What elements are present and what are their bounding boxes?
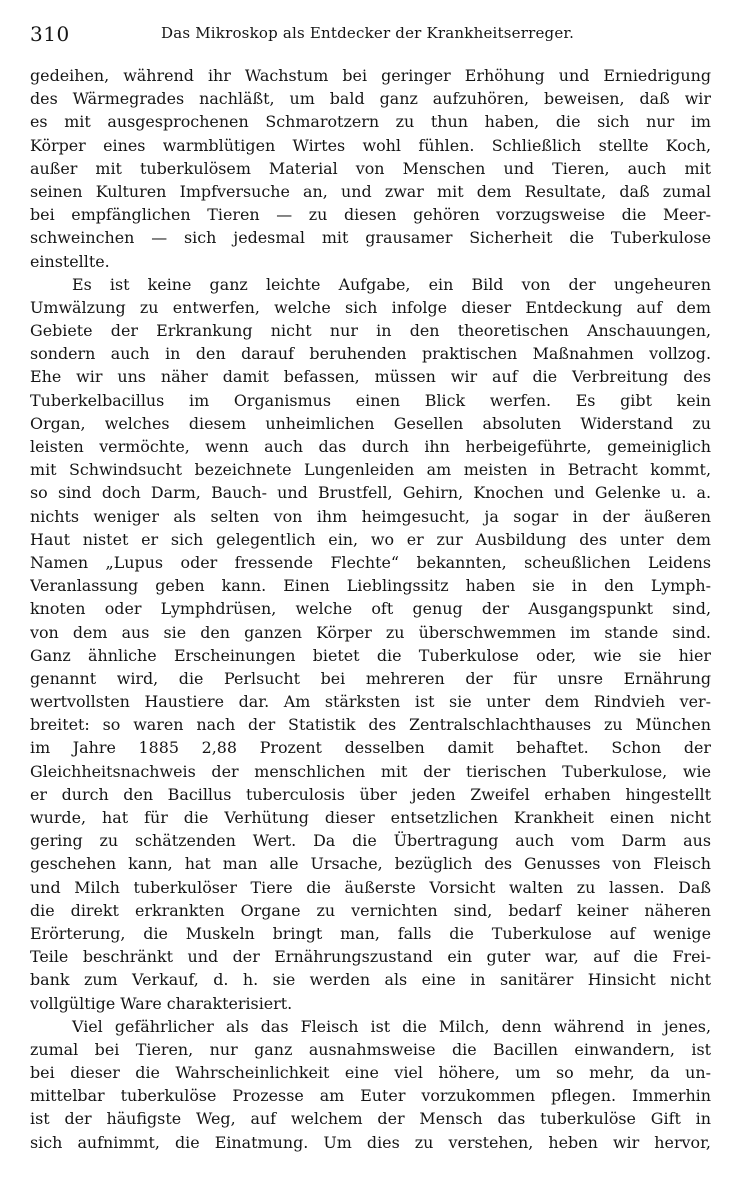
text-line: die direkt erkrankten Organe zu vernichten sind, bedarf keiner näheren bbox=[30, 900, 711, 920]
text-line: Gleichheitsnachweis der menschlichen mit der tierischen Tuberkulose, wie bbox=[30, 761, 711, 781]
text-line: breitet: so waren nach der Statistik des Zentralschlachthauses zu München bbox=[30, 715, 711, 735]
text-line: mittelbar tuberkulöse Prozesse am Euter vorzukommen pflegen. Immerhin bbox=[30, 1086, 711, 1106]
text-line: Tuberkelbacillus im Organismus einen Blick werfen. Es gibt kein bbox=[30, 390, 711, 410]
text-line: Körper eines warmblütigen Wirtes wohl fühlen. Schließlich stellte Koch, bbox=[30, 135, 711, 155]
text-line: bank zum Verkauf, d. h. sie werden als eine in sanitärer Hinsicht nicht bbox=[30, 970, 711, 990]
page-number: 310 bbox=[30, 22, 70, 46]
body-text bbox=[30, 64, 711, 1154]
text-line: Organ, welches diesem unheimlichen Gesellen absoluten Widerstand zu bbox=[30, 413, 711, 433]
paragraph-end-line: einstellte. bbox=[30, 251, 110, 271]
text-line: knoten oder Lymphdrüsen, welche oft genug der Ausgangspunkt sind, bbox=[30, 599, 711, 619]
text-line: bei dieser die Wahrscheinlichkeit eine viel höhere, um so mehr, da un- bbox=[30, 1063, 711, 1083]
text-line: leisten vermöchte, wenn auch das durch ihn herbeigeführte, gemeiniglich bbox=[30, 437, 711, 456]
text-line: Veranlassung geben kann. Einen Lieblingssitz haben sie in den Lymph- bbox=[30, 576, 711, 596]
text-line: genannt wird, die Perlsucht bei mehreren der für unsre Ernährung bbox=[30, 668, 711, 688]
text-line: gering zu schätzenden Wert. Da die Übertragung auch vom Darm aus bbox=[30, 831, 711, 851]
text-line: sich aufnimmt, die Einatmung. Um dies zu verstehen, heben wir hervor, bbox=[30, 1132, 711, 1152]
text-line: gedeihen, während ihr Wachstum bei geringer Erhöhung und Erniedrigung bbox=[30, 66, 711, 85]
text-line: Umwälzung zu entwerfen, welche sich infolge dieser Entdeckung auf dem bbox=[30, 297, 711, 317]
text-line: er durch den Bacillus tuberculosis über jeden Zweifel erhaben hingestellt bbox=[30, 784, 711, 804]
text-line: so sind doch Darm, Bauch- und Brustfell, Gehirn, Knochen und Gelenke u. a. bbox=[30, 483, 711, 503]
text-line: Gebiete der Erkrankung nicht nur in den theoretischen Anschauungen, bbox=[30, 321, 711, 341]
text-line: Teile beschränkt und der Ernährungszustand ein guter war, auf die Frei- bbox=[30, 947, 711, 967]
text-line: Erörterung, die Muskeln bringt man, falls die Tuberkulose auf wenige bbox=[30, 923, 711, 943]
text-line: und Milch tuberkulöser Tiere die äußerste Vorsicht walten zu lassen. Daß bbox=[30, 877, 711, 897]
text-line: Namen „Lupus oder fressende Flechte“ bekannten, scheußlichen Leidens bbox=[30, 552, 711, 572]
paragraph-end-line: vollgültige Ware charakterisiert. bbox=[30, 993, 293, 1013]
text-line: sondern auch in den darauf beruhenden praktischen Maßnahmen vollzog. bbox=[30, 344, 711, 364]
text-line: Ehe wir uns näher damit befassen, müssen wir auf die Verbreitung des bbox=[30, 367, 711, 387]
text-line: wertvollsten Haustiere dar. Am stärksten ist sie unter dem Rindvieh ver- bbox=[30, 692, 711, 712]
text-line: nichts weniger als selten von ihm heimgesucht, ja sogar in der äußeren bbox=[30, 506, 711, 526]
text-line: im Jahre 1885 2,88 Prozent desselben damit behaftet. Schon der bbox=[30, 738, 711, 758]
text-line: geschehen kann, hat man alle Ursache, bezüglich des Genusses von Fleisch bbox=[30, 854, 711, 874]
text-line: außer mit tuberkulösem Material von Menschen und Tieren, auch mit bbox=[30, 158, 711, 178]
running-head bbox=[30, 22, 710, 52]
paragraph-start-line: Es ist keine ganz leichte Aufgabe, ein Bild von der ungeheuren bbox=[72, 274, 711, 294]
text-line: schweinchen — sich jedesmal mit grausamer Sicherheit die Tuberkulose bbox=[30, 228, 711, 248]
text-line: des Wärmegrades nachläßt, um bald ganz aufzuhören, beweisen, daß wir bbox=[30, 89, 711, 109]
text-line: es mit ausgesprochenen Schmarotzern zu thun haben, die sich nur im bbox=[30, 112, 711, 132]
text-line: zumal bei Tieren, nur ganz ausnahmsweise die Bacillen einwandern, ist bbox=[30, 1039, 711, 1059]
running-title: Das Mikroskop als Entdecker der Krankheitserreger. bbox=[161, 24, 575, 42]
text-line: ist der häufigste Weg, auf welchem der Mensch das tuberkulöse Gift in bbox=[30, 1109, 711, 1129]
text-line: Ganz ähnliche Erscheinungen bietet die Tuberkulose oder, wie sie hier bbox=[30, 645, 711, 665]
text-line: Haut nistet er sich gelegentlich ein, wo er zur Ausbildung des unter dem bbox=[30, 529, 711, 549]
text-line: von dem aus sie den ganzen Körper zu überschwemmen im stande sind. bbox=[30, 622, 711, 642]
paragraph-start-line: Viel gefährlicher als das Fleisch ist die Milch, denn während in jenes, bbox=[72, 1016, 711, 1036]
text-line: bei empfänglichen Tieren — zu diesen gehören vorzugsweise die Meer- bbox=[30, 205, 711, 225]
text-line: seinen Kulturen Impfversuche an, und zwar mit dem Resultate, daß zumal bbox=[30, 181, 711, 201]
text-line: mit Schwindsucht bezeichnete Lungenleiden am meisten in Betracht kommt, bbox=[30, 460, 711, 480]
text-line: wurde, hat für die Verhütung dieser entsetzlichen Krankheit einen nicht bbox=[30, 808, 711, 827]
